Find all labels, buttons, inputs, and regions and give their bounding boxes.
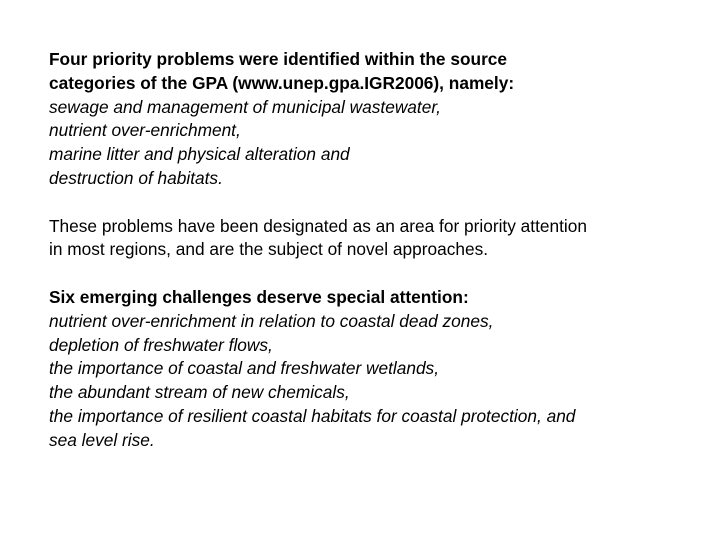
emerging-challenge-item: nutrient over-enrichment in relation to coastal dead zones,: [49, 310, 494, 331]
priority-problems-heading-line-2: categories of the GPA (www.unep.gpa.IGR2006), namely:: [49, 72, 515, 93]
priority-problem-item: sewage and management of municipal wastewater,: [49, 96, 441, 117]
emerging-challenge-item: the abundant stream of new chemicals,: [49, 382, 350, 403]
priority-problem-item: destruction of habitats.: [49, 167, 223, 188]
priority-problems-heading-line-1: Four priority problems were identified within the source: [49, 49, 508, 69]
emerging-challenges-section: [49, 286, 699, 453]
paragraph-spacer: [49, 262, 699, 286]
emerging-challenges-heading: Six emerging challenges deserve special attention:: [49, 286, 469, 307]
priority-problems-section: [49, 48, 699, 191]
designation-line-1: These problems have been designated as an area for priority attention: [49, 215, 587, 236]
priority-problem-item: marine litter and physical alteration and: [49, 144, 350, 165]
designation-paragraph: [49, 215, 699, 263]
slide-text: [49, 48, 699, 453]
priority-problem-item: nutrient over-enrichment,: [49, 120, 241, 141]
emerging-challenge-item: the importance of resilient coastal habitats for coastal protection, and: [49, 405, 576, 426]
designation-line-2: in most regions, and are the subject of novel approaches.: [49, 239, 489, 260]
emerging-challenge-item: the importance of coastal and freshwater wetlands,: [49, 358, 440, 379]
emerging-challenge-item: depletion of freshwater flows,: [49, 334, 273, 355]
paragraph-spacer: [49, 191, 699, 215]
emerging-challenge-item: sea level rise.: [49, 429, 155, 450]
